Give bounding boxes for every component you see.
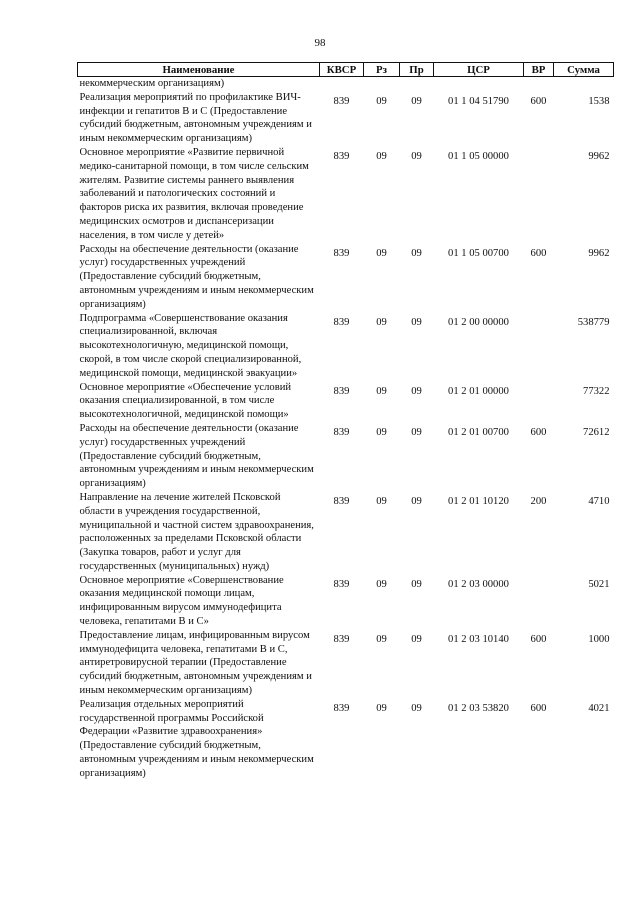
- header-name: Наименование: [78, 63, 320, 77]
- row-name: Расходы на обеспечение деятельности (оказание услуг) государственных учреждений (Предоставление субсидий бюджетным, автономным учреждениям и иным некоммерческим организациям): [79, 422, 314, 490]
- row-pr: 09: [411, 95, 422, 107]
- row-pr: 09: [411, 150, 422, 162]
- table-row: [78, 422, 614, 491]
- row-rz: 09: [376, 150, 387, 162]
- header-csr: ЦСР: [434, 63, 524, 77]
- row-sum: 1538: [588, 95, 610, 107]
- row-rz: [364, 77, 400, 91]
- row-name: Направление на лечение жителей Псковской области в учреждения государственной, муниципальной и частной систем здравоохранения, расположенных за пределами Псковской области (Закупка товаров, работ и услуг для государственных (муниципальных) нужд): [79, 491, 314, 572]
- row-csr: 01 2 00 00000: [448, 316, 509, 328]
- table-row: [78, 91, 614, 146]
- row-name: некоммерческим организациям): [79, 78, 225, 89]
- table-row: [78, 629, 614, 698]
- row-vr: 200: [530, 495, 547, 507]
- row-pr: 09: [411, 633, 422, 645]
- row-pr: 09: [411, 495, 422, 507]
- row-kvsr: 839: [333, 702, 350, 714]
- row-rz: 09: [376, 316, 387, 328]
- row-name: Расходы на обеспечение деятельности (оказание услуг) государственных учреждений (Предоставление субсидий бюджетным, автономным учреждениям и иным некоммерческим организациям): [79, 243, 314, 310]
- row-pr: 09: [411, 247, 422, 259]
- row-rz: 09: [376, 95, 387, 107]
- header-sum: Сумма: [554, 63, 614, 77]
- row-kvsr: [320, 77, 364, 91]
- row-sum: 4021: [588, 702, 610, 714]
- row-csr: 01 1 05 00000: [448, 150, 509, 162]
- row-rz: 09: [376, 495, 387, 507]
- row-sum: [554, 77, 614, 91]
- row-name: Основное мероприятие «Совершенствование оказания медицинской помощи лицам, инфицированным вирусом иммунодефицита человека, гепатитами В и С»: [79, 574, 284, 628]
- row-csr: 01 1 04 51790: [448, 95, 509, 107]
- row-sum: 1000: [588, 633, 610, 645]
- row-vr: 600: [530, 702, 547, 714]
- row-csr: 01 2 01 00000: [448, 385, 509, 397]
- row-kvsr: 839: [333, 495, 350, 507]
- row-kvsr: 839: [333, 633, 350, 645]
- row-vr: 600: [530, 426, 547, 438]
- row-vr: 600: [530, 633, 547, 645]
- row-vr: 600: [530, 247, 547, 259]
- row-sum: 5021: [588, 578, 610, 590]
- header-kvsr: КВСР: [320, 63, 364, 77]
- row-name: Основное мероприятие «Развитие первичной медико-санитарной помощи, в том числе сельским жителям. Развитие системы раннего выявления заболеваний и патологических состояний и факторов риска их развития, включая проведение медицинских осмотров и диспансеризации населения, в том числе у детей»: [79, 146, 309, 241]
- table-row: [78, 491, 614, 574]
- row-pr: [400, 77, 434, 91]
- row-csr: 01 2 03 00000: [448, 578, 509, 590]
- row-csr: 01 1 05 00700: [448, 247, 509, 259]
- page-number: 98: [314, 37, 326, 49]
- row-csr: 01 2 01 10120: [448, 495, 509, 507]
- row-csr: 01 2 03 53820: [448, 702, 509, 714]
- row-name: Реализация мероприятий по профилактике ВИЧ-инфекции и гепатитов В и С (Предоставление субсидий бюджетным, автономным учреждениям и иным некоммерческим организациям): [79, 91, 312, 145]
- row-kvsr: 839: [333, 385, 350, 397]
- table-header-row: [78, 63, 614, 77]
- header-rz: Рз: [364, 63, 400, 77]
- row-sum: 4710: [588, 495, 610, 507]
- row-csr: 01 2 03 10140: [448, 633, 509, 645]
- row-sum: 9962: [588, 150, 610, 162]
- row-name: Подпрограмма «Совершенствование оказания специализированной, включая высокотехнологичную, медицинской помощи, скорой, в том числе скорой специализированной, медицинской помощи, медицинской эвакуации»: [79, 312, 302, 379]
- row-pr: 09: [411, 385, 422, 397]
- row-rz: 09: [376, 247, 387, 259]
- row-pr: 09: [411, 316, 422, 328]
- row-pr: 09: [411, 426, 422, 438]
- row-name: Основное мероприятие «Обеспечение условий оказания специализированной, в том числе высокотехнологичной, медицинской помощи»: [79, 381, 292, 421]
- table-row: [78, 243, 614, 312]
- row-vr: [524, 312, 554, 381]
- header-vr: ВР: [524, 63, 554, 77]
- row-kvsr: 839: [333, 578, 350, 590]
- row-sum: 72612: [583, 426, 610, 438]
- row-vr: [524, 574, 554, 629]
- table-row: [78, 312, 614, 381]
- table-row: [78, 146, 614, 243]
- table-row: [78, 77, 614, 91]
- row-csr: 01 2 01 00700: [448, 426, 509, 438]
- row-rz: 09: [376, 426, 387, 438]
- row-rz: 09: [376, 633, 387, 645]
- row-kvsr: 839: [333, 426, 350, 438]
- row-kvsr: 839: [333, 150, 350, 162]
- row-kvsr: 839: [333, 95, 350, 107]
- row-vr: [524, 381, 554, 422]
- row-rz: 09: [376, 385, 387, 397]
- row-name: Предоставление лицам, инфицированным вирусом иммунодефицита человека, гепатитами В и С, антиретровирусной терапии (Предоставление субсидий бюджетным, автономным учреждениям и иным некоммерческим организациям): [79, 629, 312, 697]
- row-csr: [434, 77, 524, 91]
- row-vr: [524, 146, 554, 243]
- row-kvsr: 839: [333, 316, 350, 328]
- table-row: [78, 698, 614, 781]
- table-row: [78, 381, 614, 422]
- row-sum: 538779: [577, 316, 610, 328]
- row-vr: 600: [530, 95, 547, 107]
- header-pr: Пр: [400, 63, 434, 77]
- row-pr: 09: [411, 578, 422, 590]
- row-vr: [524, 77, 554, 91]
- row-sum: 77322: [583, 385, 610, 397]
- row-kvsr: 839: [333, 247, 350, 259]
- row-name: Реализация отдельных мероприятий государственной программы Российской Федерации «Развитие здравоохранения» (Предоставление субсидий бюджетным, автономным учреждениям и иным некоммерческим организациям): [79, 698, 314, 779]
- table-row: [78, 574, 614, 629]
- row-rz: 09: [376, 702, 387, 714]
- row-rz: 09: [376, 578, 387, 590]
- row-pr: 09: [411, 702, 422, 714]
- row-sum: 9962: [588, 247, 610, 259]
- budget-table: [77, 62, 614, 781]
